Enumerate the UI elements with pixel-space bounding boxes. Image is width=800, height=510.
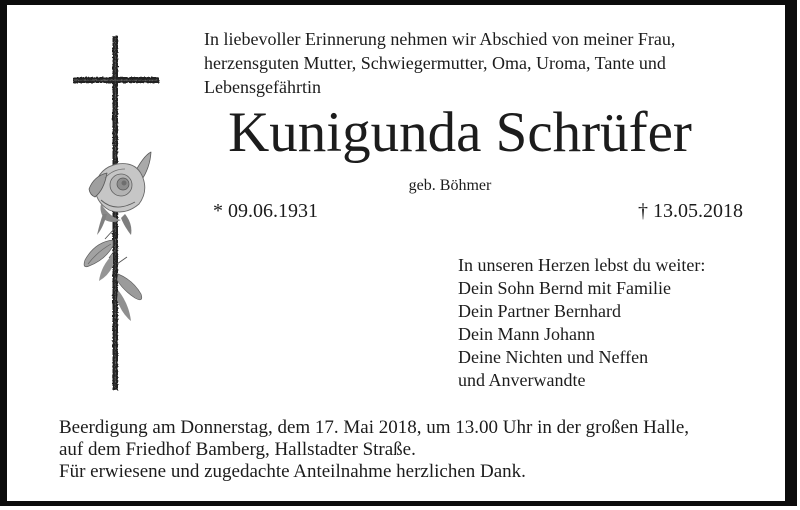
funeral-line: Für erwiesene und zugedachte Anteilnahme herzlichen Dank.	[59, 461, 526, 482]
remembrance-line: und Anverwandte	[458, 370, 586, 390]
intro-line: Lebensgefährtin	[204, 77, 321, 97]
funeral-line: Beerdigung am Donnerstag, dem 17. Mai 2018, um 13.00 Uhr in der großen Halle,	[59, 417, 690, 438]
cross-icon	[73, 36, 159, 390]
remembrance-text	[458, 254, 778, 392]
funeral-info	[59, 417, 759, 483]
death-date: † 13.05.2018	[638, 200, 743, 222]
maiden-name: geb. Böhmer	[408, 177, 492, 194]
intro-line: herzensguten Mutter, Schwiegermutter, Oma, Uroma, Tante und	[204, 53, 666, 73]
cross-and-rose-graphic	[55, 28, 175, 408]
remembrance-line: Dein Sohn Bernd mit Familie	[458, 278, 671, 298]
remembrance-line: Deine Nichten und Neffen	[458, 347, 649, 367]
deceased-name: Kunigunda Schrüfer	[228, 101, 692, 164]
funeral-line: auf dem Friedhof Bamberg, Hallstadter Straße.	[59, 439, 416, 460]
remembrance-line: Dein Mann Johann	[458, 324, 595, 344]
remembrance-line: In unseren Herzen lebst du weiter:	[458, 255, 706, 275]
remembrance-line: Dein Partner Bernhard	[458, 301, 621, 321]
birth-date: * 09.06.1931	[213, 200, 318, 222]
intro-text	[204, 27, 764, 99]
dates-row	[213, 199, 743, 223]
intro-line: In liebevoller Erinnerung nehmen wir Abschied von meiner Frau,	[204, 29, 676, 49]
cross-and-rose-svg	[55, 28, 175, 408]
